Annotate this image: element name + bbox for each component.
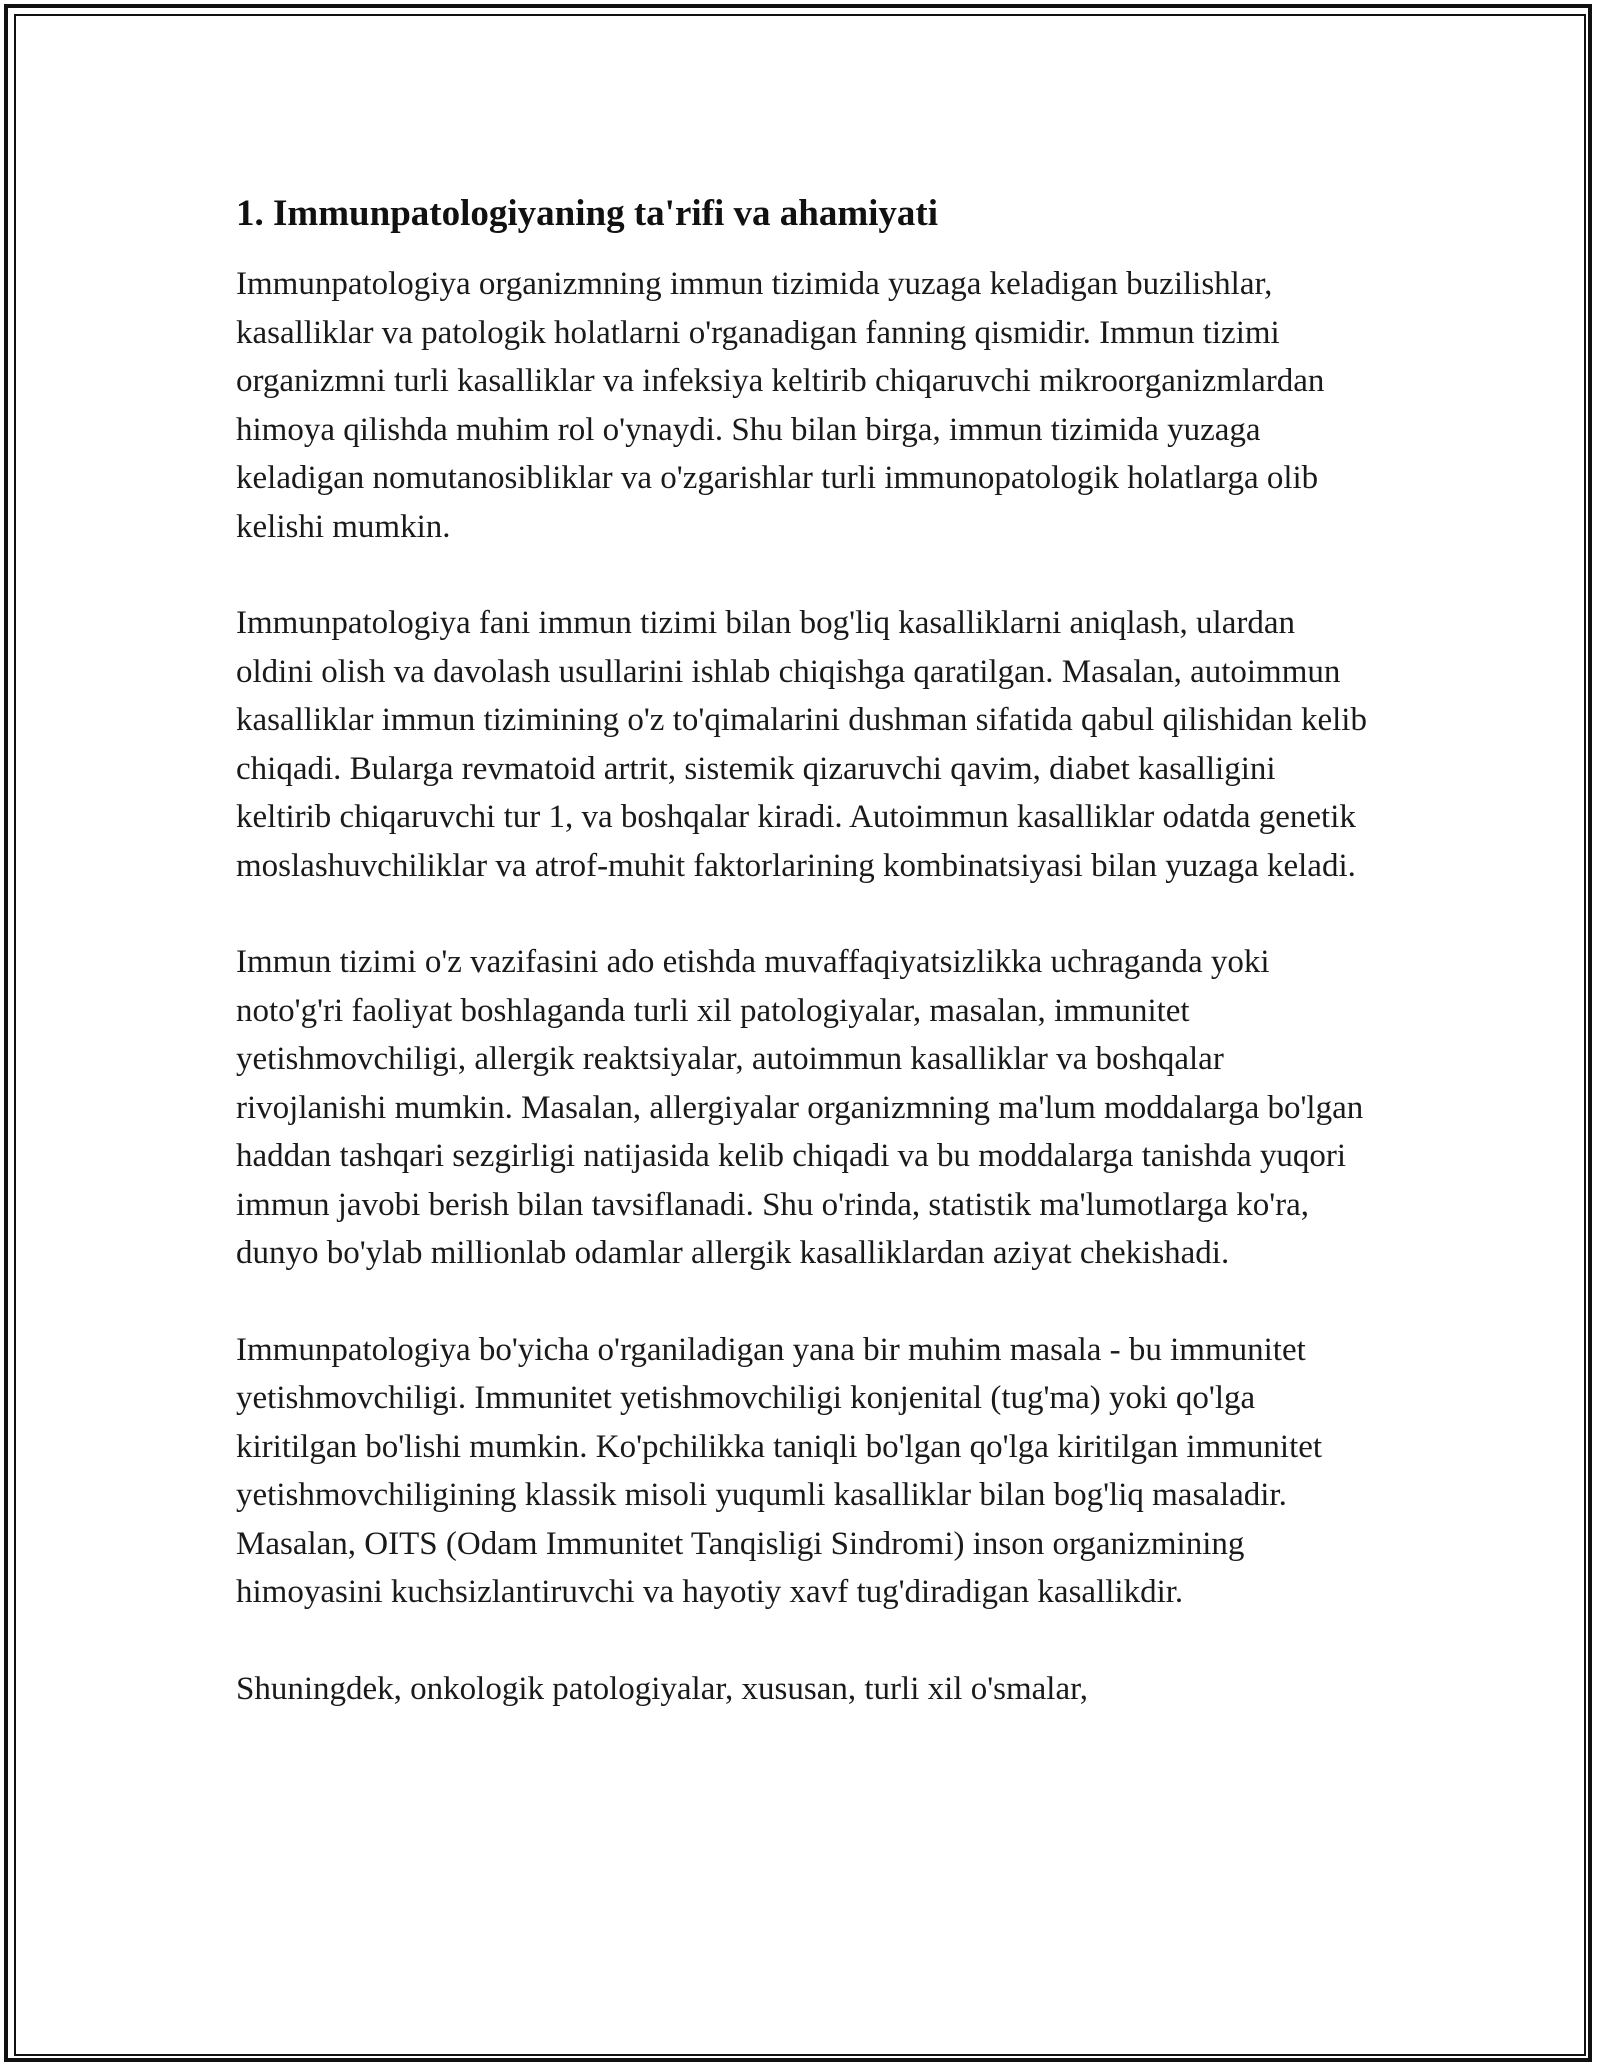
document-body	[236, 186, 1376, 1761]
paragraph-autoimmune: Immunpatologiya fani immun tizimi bilan bog'liq kasalliklarni aniqlash, ulardan oldini olish va davolash usullarini ishlab chiqishga qaratilgan. Masalan, autoimmun kasalliklar immun tizimining o'z to'qimalarini dushman sifatida qabul qilishidan kelib chiqadi. Bularga revmatoid artrit, sistemik qizaruvchi qavim, diabet kasalligini keltirib chiqaruvchi tur 1, va boshqalar kiradi. Autoimmun kasalliklar odatda genetik moslashuvchiliklar va atrof-muhit faktorlarining kombinatsiyasi bilan yuzaga keladi.	[236, 605, 1367, 884]
section-heading: 1. Immunpatologiyaning ta'rifi va ahamiyati	[236, 193, 939, 234]
paragraph-allergy: Immun tizimi o'z vazifasini ado etishda muvaffaqiyatsizlikka uchraganda yoki noto'g'ri faoliyat boshlaganda turli xil patologiyalar, masalan, immunitet yetishmovchiligi, allergik reaktsiyalar, autoimmun kasalliklar va boshqalar rivojlanishi mumkin. Masalan, allergiyalar organizmning ma'lum moddalarga bo'lgan haddan tashqari sezgirligi natijasida kelib chiqadi va bu moddalarga tanishda yuqori immun javobi berish bilan tavsiflanadi. Shu o'rinda, statistik ma'lumotlarga ko'ra, dunyo bo'ylab millionlab odamlar allergik kasalliklardan aziyat chekishadi.	[236, 944, 1364, 1271]
paragraph-oncology: Shuningdek, onkologik patologiyalar, xususan, turli xil o'smalar,	[236, 1670, 1089, 1707]
paragraph-definition: Immunpatologiya organizmning immun tizimida yuzaga keladigan buzilishlar, kasalliklar va patologik holatlarni o'rganadigan fanning qismidir. Immun tizimi organizmni turli kasalliklar va infeksiya keltirib chiqaruvchi mikroorganizmlardan himoya qilishda muhim rol o'ynaydi. Shu bilan birga, immun tizimida yuzaga keladigan nomutanosibliklar va o'zgarishlar turli immunopatologik holatlarga olib kelishi mumkin.	[236, 266, 1325, 545]
paragraph-immunodeficiency: Immunpatologiya bo'yicha o'rganiladigan yana bir muhim masala - bu immunitet yetishmovchiligi. Immunitet yetishmovchiligi konjenital (tug'ma) yoki qo'lga kiritilgan bo'lishi mumkin. Ko'pchilikka taniqli bo'lgan qo'lga kiritilgan immunitet yetishmovchiligining klassik misoli yuqumli kasalliklar bilan bog'liq masaladir. Masalan, OITS (Odam Immunitet Tanqisligi Sindromi) inson organizmining himoyasini kuchsizlantiruvchi va hayotiy xavf tug'diradigan kasallikdir.	[236, 1331, 1323, 1610]
